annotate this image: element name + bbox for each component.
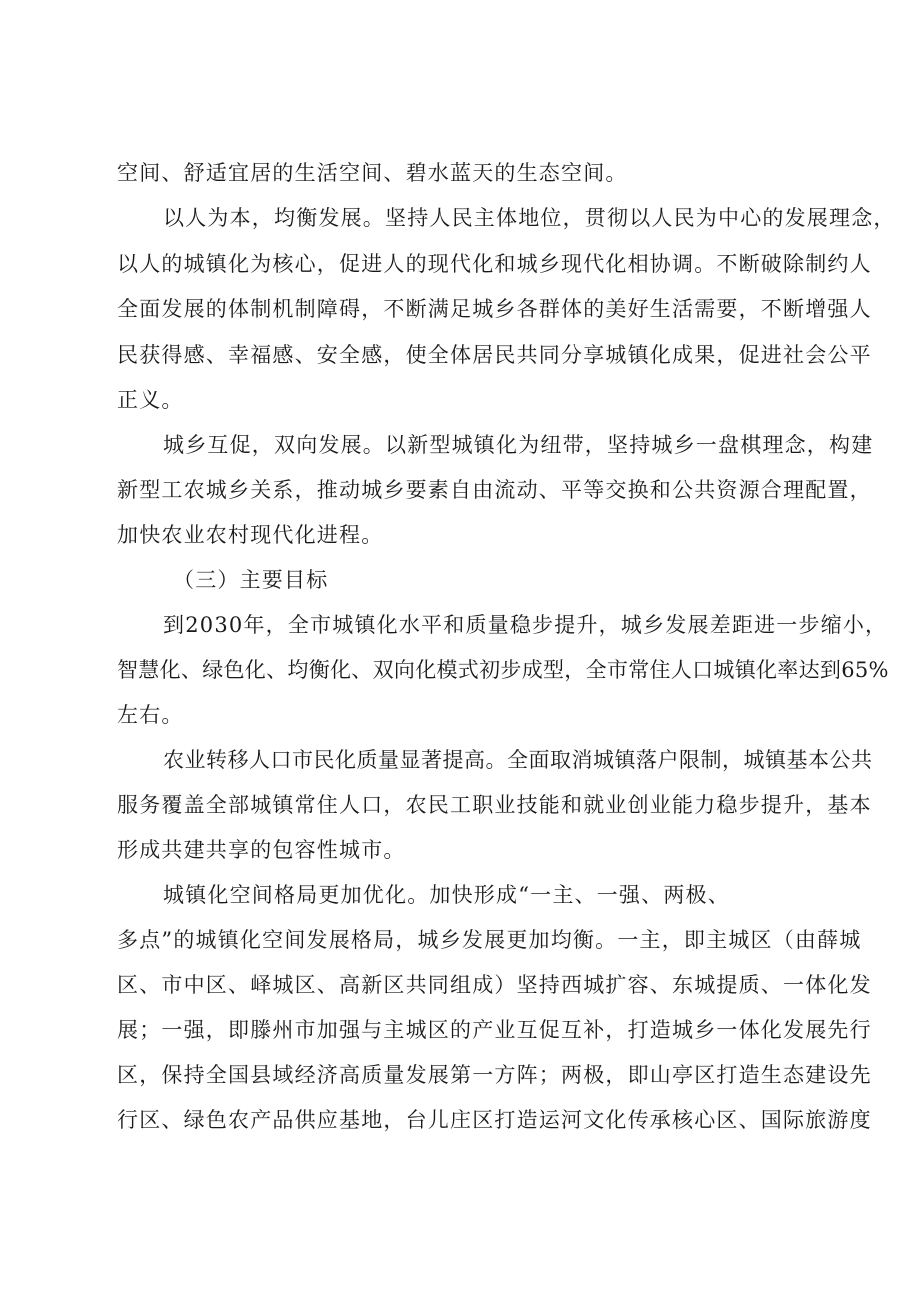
- text-line: 以人的城镇化为核心，促进人的现代化和城乡现代化相协调。不断破除制约人: [117, 252, 872, 276]
- text-line: 新型工农城乡关系，推动城乡要素自由流动、平等交换和公共资源合理配置，: [117, 478, 872, 502]
- text-line: 服务覆盖全部城镇常住人口，农民工职业技能和就业创业能力稳步提升，基本: [117, 793, 872, 817]
- text-line: 以人为本，均衡发展。坚持人民主体地位，贯彻以人民为中心的发展理念，: [163, 206, 896, 230]
- text-line: 加快农业农村现代化进程。: [117, 523, 384, 547]
- text-line: 行区、绿色农产品供应基地，台儿庄区打造运河文化传承核心区、国际旅游度: [117, 1108, 872, 1132]
- text-line: 城镇化空间格局更加优化。加快形成“一主、一强、两极、: [163, 883, 730, 907]
- text-line: 正义。: [117, 388, 184, 412]
- text-line: 区，保持全国县域经济高质量发展第一方阵；两极，即山亭区打造生态建设先: [117, 1063, 872, 1087]
- text-line: 多点”的城镇化空间发展格局，城乡发展更加均衡。一主，即主城区（由薛城: [117, 928, 862, 952]
- text-line: 展；一强，即滕州市加强与主城区的产业互促互补，打造城乡一体化发展先行: [117, 1018, 872, 1042]
- text-line: 全面发展的体制机制障碍，不断满足城乡各群体的美好生活需要，不断增强人: [117, 297, 872, 321]
- text-line: 空间、舒适宜居的生活空间、碧水蓝天的生态空间。: [117, 161, 628, 185]
- text-line: 民获得感、幸福感、安全感，使全体居民共同分享城镇化成果，促进社会公平: [117, 343, 872, 367]
- text-line: 左右。: [117, 703, 184, 727]
- text-line: 智慧化、绿色化、均衡化、双向化模式初步成型，全市常住人口城镇化率达到65%: [117, 658, 889, 682]
- text-line: 区、市中区、峄城区、高新区共同组成）坚持西城扩容、东城提质、一体化发: [117, 973, 872, 997]
- text-line: 形成共建共享的包容性城市。: [117, 838, 406, 862]
- section-heading: （三）主要目标: [173, 568, 329, 592]
- text-line: 农业转移人口市民化质量显著提高。全面取消城镇落户限制，城镇基本公共: [163, 748, 873, 772]
- text-line: 到2030年，全市城镇化水平和质量稳步提升，城乡发展差距进一步缩小，: [163, 613, 888, 637]
- text-line: 城乡互促，双向发展。以新型城镇化为纽带，坚持城乡一盘棋理念，构建: [163, 433, 874, 457]
